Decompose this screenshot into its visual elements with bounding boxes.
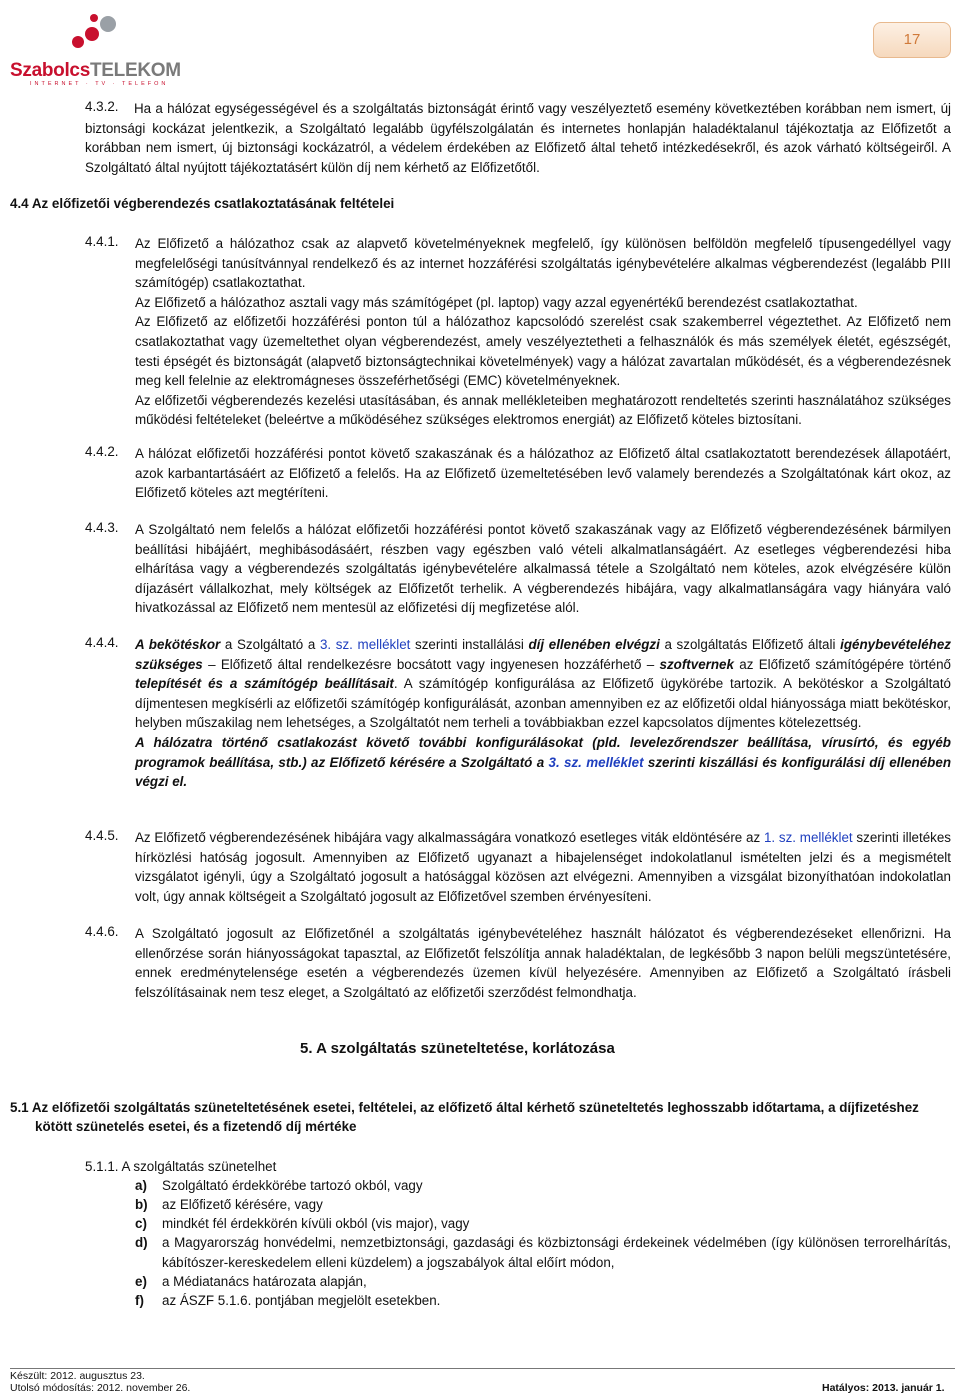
list-text: mindkét fél érdekkörén kívüli okból (vis major), vagy <box>162 1216 470 1231</box>
paragraph-text: Az előfizetői végberendezés kezelési utasításában, és annak mellékleteiben meghatározott rendeltetés szerinti használatához szükséges működési feltételeket (beleértve a működéséhez szükséges elektromos energiát) az Előfizető köteles biztosítani. <box>135 392 951 428</box>
list-item <box>135 1291 440 1311</box>
section-number: 4.4.3. <box>85 520 119 535</box>
page-number-badge: 17 <box>873 22 951 58</box>
list-item <box>135 1176 423 1196</box>
list-text: a Magyarország honvédelmi, nemzetbiztonsági, gazdasági és közbiztonsági érdekeinek védelmében (így különösen terrorelhárítás, kábítószer-kereskedelem elleni küzdelem) a jogszabályok által előírt módon, <box>162 1235 951 1270</box>
emphasis-text: A hálózatra történő csatlakozást követő további konfigurálásokat (pld. levelezőrendszer beállítása, vírusírtó, és egyéb programok beállítása, stb.) az Előfizető kérésére a Szolgáltató a <box>135 734 951 770</box>
emphasis-text: szerinti kiszállási és konfigurálási díj ellenében végzi el. <box>135 754 951 790</box>
paragraph-text: Az Előfizető a hálózathoz asztali vagy más számítógépet (pl. laptop) vagy azzal egyenértékű berendezést csatlakoztathat. <box>135 294 858 310</box>
text-run: a szolgáltatás Előfizető általi <box>659 637 841 652</box>
text-run: . A számítógép konfigurálása az Előfizető ügykörébe tartozik. A bekötéskor a Szolgáltató díjmentesen megkísérli az előfizetői számítógép konfigurálását, azonban amennyiben ez az előfizetői oldal hiányossága miatt bekötéskor, helyben műszakilag nem lehetséges, a Szolgáltatót nem terheli a továbbiakban ezzel kapcsolatos díjmentes kötelezettség. <box>135 676 951 731</box>
text-run: az Előfizető számítógépére történő <box>733 656 951 672</box>
section-number: 4.4.4. <box>85 635 119 650</box>
chapter-heading-5: 5. A szolgáltatás szüneteltetése, korlátozása <box>300 1040 615 1057</box>
section-number: 4.3.2. <box>85 99 119 114</box>
paragraph-text: Az Előfizető az előfizetői hozzáférési ponton túl a hálózathoz kapcsolódó szerelést csak szakemberrel végeztethet. Az Előfizető nem csatlakoztathat vagy üzemeltethet olyan végberendezést, amely veszélyeztetheti a felhasználók és más személyek életét, egészségét, testi épségét és biztonságát (alapvető biztonságtechnikai követelmények) vagy a hálózat zavartalan működését, és a végberendezésnek meg kell felelnie az elektromágneses összeférhetőségi (EMC) követelményeknek. <box>135 314 951 389</box>
emphasis-text: díj ellenében elvégzi <box>528 637 660 652</box>
paragraph-4-4-6: A Szolgáltató jogosult az Előfizetőnél a szolgáltatás igénybevételéhez használt hálózatot és végberendezéseket ellenőrizni. Ha ellenőrzése során hiányosságokat tapasztal, az Előfizetőt felszólítja annak haladéktalan, de legkésőbb 3 napon belüli megszüntetésére, ennek eredménytelensége esetén a végberendezés üzemen kívül helyezésére. Amennyiben az Előfizető a Szolgáltató írásbeli felszólításainak nem tesz eleget, a Szolgáltató az előfizetői szerződést felmondhatja. <box>135 926 951 1000</box>
paragraph-4-4-4 <box>135 635 951 792</box>
text-run: – Előfizető által rendelkezésre bocsátott vagy ingyenesen hozzáférhető – <box>202 656 660 672</box>
paragraph-4-4-2: A hálózat előfizetői hozzáférési pontot követő szakaszának és a hálózathoz az Előfizető által csatlakoztatott berendezések állapotáért, azok karbantartásáért az Előfizető a felelős. Ha az Előfizető üzemeltetésében levő valamely berendezés a Szolgáltatónak kárt okoz, az Előfizető köteles azt megtéríteni. <box>135 446 951 501</box>
list-text: az Előfizető kérésére, vagy <box>162 1197 323 1212</box>
list-item <box>135 1272 367 1292</box>
emphasis-text: telepítését és a számítógép beállításait <box>135 676 394 692</box>
emphasis-text: A bekötéskor <box>135 637 221 652</box>
section-number: 4.4.2. <box>85 444 119 459</box>
footer-created-date: Készült: 2012. augusztus 23. <box>10 1370 145 1382</box>
logo-wordmark: SzabolcsTELEKOM <box>10 60 181 81</box>
paragraph-4-4-3: A Szolgáltató nem felelős a hálózat előfizetői hozzáférési pontot követő szakaszának vagy az Előfizető végberendezésének bármilyen beállítási hibájáért, meghibásodásáért, részben vagy egészben való vételi alkalmatlanságáért. Az esetleges végberendezési hiba elhárítása vagy a végberendezés szolgáltatás igénybevételére alkalmassá tétele a Szolgáltató nem köteles, azok elvégzésére külön díjazásért vállalkozhat, mely költségek az Előfizetőt terhelik. A végberendezés hibájára, vagy alkalmatlanságára vagy hiányára való hivatkozással az Előfizető nem mentesül az előfizetési díj megfizetése alól. <box>135 522 951 616</box>
text-run: a Szolgáltató a <box>220 637 320 652</box>
list-text: az ÁSZF 5.1.6. pontjában megjelölt esetekben. <box>162 1293 441 1308</box>
section-number: 4.4.5. <box>85 828 119 843</box>
annex-reference-link[interactable]: 3. sz. melléklet <box>319 637 411 652</box>
annex-reference-link[interactable]: 1. sz. melléklet <box>763 830 853 845</box>
paragraph-4-4-5 <box>135 828 951 906</box>
section-number: 4.4.1. <box>85 234 119 249</box>
list-item <box>135 1214 469 1234</box>
paragraph-5-1-1: 5.1.1. A szolgáltatás szünetelhet <box>85 1159 277 1174</box>
list-letter: a) <box>135 1178 147 1193</box>
section-heading-5-1: 5.1 Az előfizetői szolgáltatás szüneteltetésének esetei, feltételei, az előfizető által kérhető szüneteltetés leghosszabb időtartama, a díjfizetéshez <box>10 1100 919 1115</box>
footer-modified-date: Utolsó módosítás: 2012. november 26. <box>10 1382 191 1394</box>
list-item <box>135 1233 951 1272</box>
list-text: a Médiatanács határozata alapján, <box>162 1274 367 1289</box>
paragraph-4-3-2: Ha a hálózat egységességével és a szolgáltatás biztonságát érintő vagy veszélyeztető esemény következtében korábban nem ismert, új biztonsági kockázat jelentkezik, a Szolgáltató legalább ügyfélszolgálatán és internetes honlapján haladéktalanul tájékoztatja az Előfizetőt a korábban nem ismert, új biztonsági kockázatról, a védelem érdekében az Előfizető által tehető intézkedésekről, és azok várható költségeiről. A Szolgáltató által nyújtott tájékoztatásért külön díj nem kérhető az Előfizetőtől. <box>85 101 951 175</box>
section-number: 4.4.6. <box>85 924 119 939</box>
list-letter: f) <box>135 1293 144 1308</box>
paragraph-4-4-1 <box>135 234 951 430</box>
list-letter: c) <box>135 1216 147 1231</box>
logo-tagline: INTERNET · TV · TELEFON <box>30 81 169 87</box>
list-letter: e) <box>135 1274 147 1289</box>
section-heading-5-1-cont: kötött szünetelés esetei, és a fizetendő díj mértéke <box>35 1119 357 1134</box>
footer-effective-date: Hatályos: 2013. január 1. <box>822 1382 945 1394</box>
list-item <box>135 1195 323 1215</box>
list-text: Szolgáltató érdekkörébe tartozó okból, vagy <box>162 1178 423 1193</box>
text-run: szerinti installálási <box>410 637 529 652</box>
text-run: szerinti illetékes hírközlési hatóság jogosult. Amennyiben az Előfizető ugyanazt a hibajelenséget indokolatlanul ismételten jelzi és a megismételt vizsgálatot igényli, úgy a Szolgáltató jogosult a hatósággal közösen azt elvégezni. Amennyiben a vizsgálat bizonyíthatóan indokolatlan volt, úgy annak költségeit a Szolgáltató jogosult az Előfizetővel szemben érvényesíteni. <box>135 830 952 904</box>
section-heading-4-4: 4.4 Az előfizetői végberendezés csatlakoztatásának feltételei <box>10 196 395 211</box>
text-run: Az Előfizető végberendezésének hibájára vagy alkalmasságára vonatkozó esetleges viták eldöntésére az <box>135 830 764 845</box>
list-letter: b) <box>135 1197 148 1212</box>
logo-dots-icon <box>70 12 118 52</box>
paragraph-text: Az Előfizető a hálózathoz csak az alapvető követelményeknek megfelelő, így különösen belföldön megfelelő típusengedéllyel vagy megfelelőségi tanúsítvánnyal rendelkező és az internet hozzáférési szolgáltatás igénybevételére alkalmas végberendezést (legalább PIII számítógép) csatlakoztathat. <box>135 236 951 291</box>
emphasis-text: szoftvernek <box>659 656 734 672</box>
company-logo <box>10 8 181 87</box>
list-letter: d) <box>135 1235 148 1250</box>
emphasis-text: igénybevételéhez szükséges <box>135 637 951 672</box>
footer-divider <box>10 1368 955 1369</box>
annex-reference-link[interactable]: 3. sz. melléklet <box>548 754 644 770</box>
